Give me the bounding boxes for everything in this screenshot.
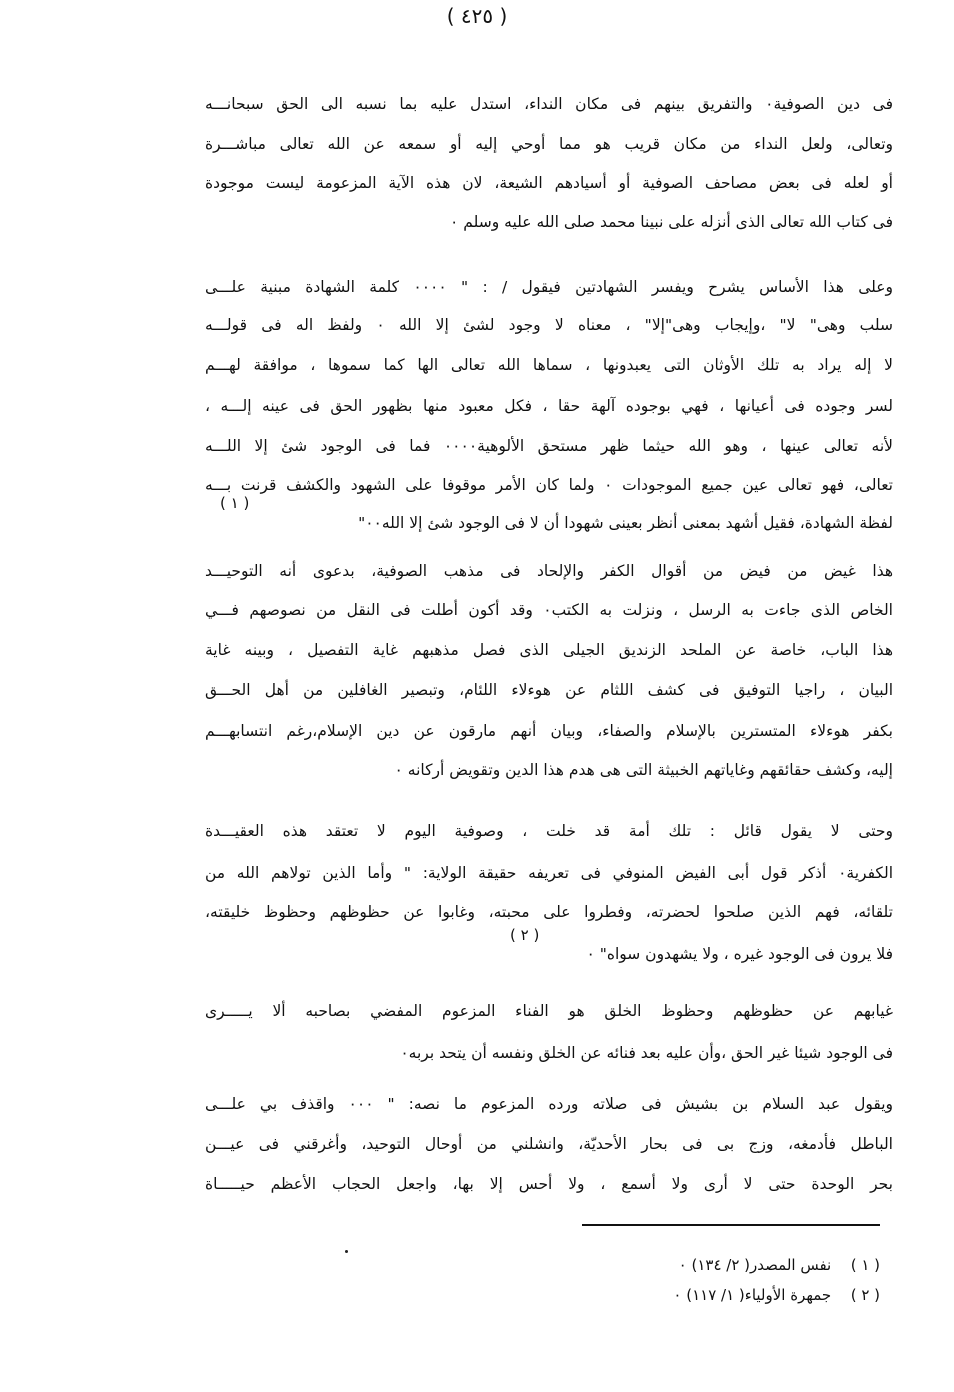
text-line: غيابهم عن حظوظهم وحظوظ الخلق هو الفناء المزعوم المفضي بصاحبه ألا يـــــرى <box>205 1002 893 1020</box>
text-line: وتعالى، ولعل النداء من مكان قريب هو مما أوحي إليه أو سمعه عن الله تعالى مباشـــرة <box>205 135 893 153</box>
speck-mark <box>345 1250 348 1253</box>
text-line: ويقول عبد السلام بن بشيش فى صلاته ورده المزعوم ما نصه: " ٠٠٠ واقذف بي علـــى <box>205 1095 893 1113</box>
footnote-text: جمهرة الأولياء( ١/ ١١٧) ٠ <box>673 1286 832 1304</box>
footnote-2 <box>673 1280 880 1310</box>
text-line: هذا الباب، خاصة عن الملحد الزنديق الجيلى الذى فصل مذهبهم غاية التفصيل ، وبينه غاية <box>205 641 893 659</box>
text-line: إليه، وكشف حقائقهم وغاياتهم الخبيثة التى هى هدم هذا الدين وتقويض أركانه ٠ <box>394 761 893 779</box>
text-line: بكفر هوءلاء المتسترين بالإسلام والصفاء، وبيان أنهم مارقون عن دين الإسلام،رغم انتسابهـــم <box>205 722 893 740</box>
text-line: تعالى، فهو تعالى عين جميع الموجودات ٠ ولما كان الأمر موقوفا على الشهود والكشف قرنت بـــه <box>205 476 893 494</box>
page-number: ( ٤٢٥ ) <box>446 4 508 28</box>
text-line: تلقائه، فهم الذين صلحوا لحضرته، وفطروا على محبته، وغابوا عن حظوظهم وحظوظ خليقته، <box>205 903 893 921</box>
text-line: البيان ، راجيا التوفيق فى كشف اللثام عن هوءلاء اللئام، وتبصير الغافلين من أهل الحـــق <box>205 681 893 699</box>
text-line: الخاص الذى جاءت به الرسل ، ونزلت به الكتب٠ وقد أكون أطلت فى النقل من نصوصهم فـــي <box>205 601 893 619</box>
text-line: وعلى هذا الأساس يشرح ويفسر الشهادتين فيقول / : " ٠٠٠٠ كلمة الشهادة مبنية علـــى <box>205 278 893 296</box>
text-line: بحر الوحدة حتى لا أرى ولا أسمع ، ولا أحس إلا بها، واجعل الحجاب الأعظم حيـــــاة <box>205 1175 893 1193</box>
text-line: سلب وهى" لا" ،وإيجاب وهى"إلا" ، معناه لا وجود لشئ إلا الله ٠ ولفظ اله فى قولـــه <box>205 316 893 334</box>
text-line: فى الوجود شيئا غير الحق ،وأن عليه بعد فنائه عن الخلق ونفسه أن يتحد بربه٠ <box>400 1044 893 1062</box>
text-line: فى دين الصوفية٠ والتفريق بينهم فى مكان النداء، استدل عليه بما نسبه الى الحق سبحانـــه <box>205 95 893 113</box>
footnote-text: نفس المصدر( ٢/ ١٣٤) ٠ <box>678 1256 832 1274</box>
footnotes <box>673 1250 880 1310</box>
footnote-marker-1: ( ١ ) <box>220 494 250 512</box>
footnote-1 <box>673 1250 880 1280</box>
footnote-divider <box>582 1224 880 1226</box>
footnote-number: ( ١ ) <box>850 1256 880 1274</box>
text-line: الكفرية٠ أذكر قول أبى الفيض المنوفي فى تعريفه حقيقة الولاية: " وأما الذين تولاهم الله من <box>205 864 893 882</box>
text-line: لا إله يراد به تلك الأوثان التى يعبدونها ، سماها الله تعالى الها كما سموها ، موافقة لهـــم <box>205 356 893 374</box>
text-line: هذا غيض من فيض من أقوال الكفر والإلحاد فى مذهب الصوفية، بدعوى أنه التوحيـــد <box>205 562 893 580</box>
text-line: وحتى لا يقول قائل : تلك أمة قد خلت ، وصوفية اليوم لا تعتقد هذه العقيـــدة <box>205 822 893 840</box>
footnote-number: ( ٢ ) <box>850 1286 880 1304</box>
text-line: لفظة الشهادة، فقيل أشهد بمعنى أنظر بعينى شهودا أن لا فى الوجود شئ إلا الله٠٠" <box>358 514 893 532</box>
footnote-marker-2: ( ٢ ) <box>510 926 540 944</box>
text-line: لأنه تعالى عينها ، وهو الله حيثما ظهر مستحق الألوهية٠٠٠٠ فما فى الوجود شئ إلا اللـــه <box>205 437 893 455</box>
text-line: الباطل فأدمغه، وزج بى فى بحار الأحديّة، وانشلني من أوحال التوحيد، وأغرقني فى عيـــن <box>205 1135 893 1153</box>
text-line: لسر وجوده فى أعيانها ، فهي بوجوده آلهة حقا ، فكل معبود منها بظهور الحق فى عينه إلـــه ، <box>205 397 893 415</box>
text-line: أو لعله فى بعض مصاحف الصوفية أو أسيادهم الشيعة، لان هذه الآية المزعومة ليست موجودة <box>205 174 893 192</box>
text-line: فى كتاب الله تعالى الذى أنزله على نبينا محمد صلى الله عليه وسلم ٠ <box>450 213 893 231</box>
text-line: فلا يرون فى الوجود غيره ، ولا يشهدون سواه" ٠ <box>586 945 893 963</box>
